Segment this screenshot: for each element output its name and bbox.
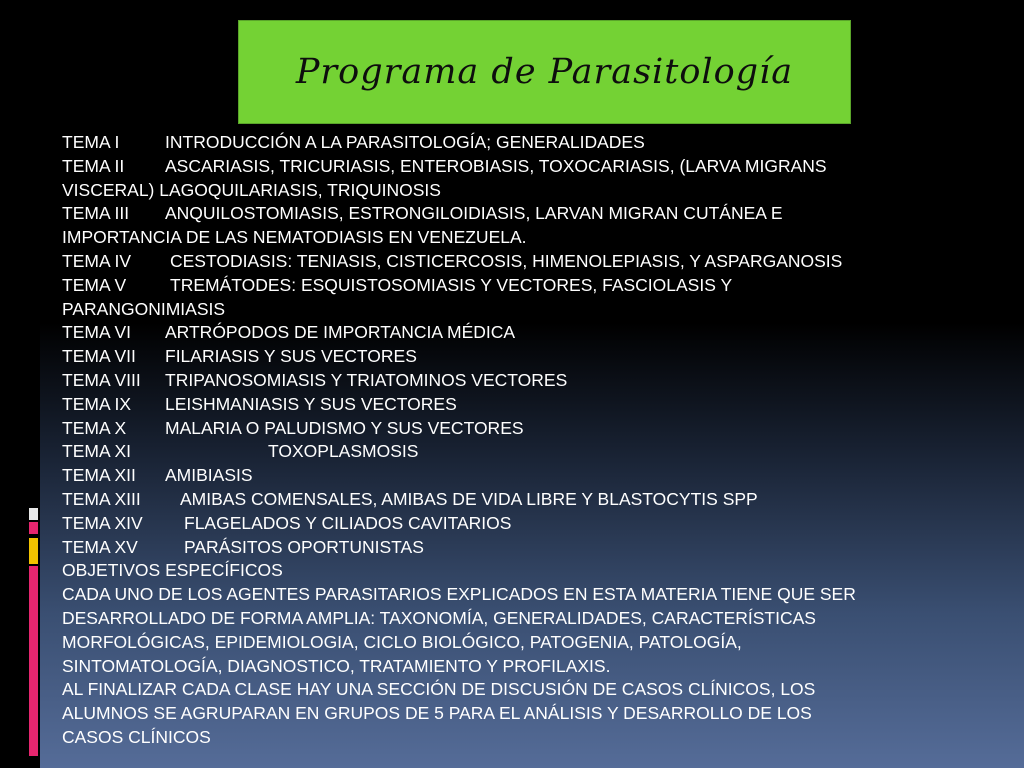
tema-label: TEMA XIV xyxy=(62,512,143,533)
tema-text: TRIPANOSOMIASIS Y TRIATOMINOS VECTORES xyxy=(165,369,568,390)
tema-text: ANQUILOSTOMIASIS, ESTRONGILOIDIASIS, LARVAN MIGRAN CUTÁNEA E xyxy=(165,203,783,224)
tema-label: TEMA VII xyxy=(62,346,136,367)
tema-label: TEMA VI xyxy=(62,322,132,343)
tema-item xyxy=(62,488,982,512)
tema-text-continuation: IMPORTANCIA DE LAS NEMATODIASIS EN VENEZUELA. xyxy=(62,227,527,248)
objetivos-line: ALUMNOS SE AGRUPARAN EN GRUPOS DE 5 PARA EL ANÁLISIS Y DESARROLLO DE LOS xyxy=(62,703,812,724)
objetivos-line: MORFOLÓGICAS, EPIDEMIOLOGIA, CICLO BIOLÓGICO, PATOGENIA, PATOLOGÍA, xyxy=(62,631,742,652)
tema-label: TEMA II xyxy=(62,155,125,176)
tema-text: LEISHMANIASIS Y SUS VECTORES xyxy=(165,393,457,414)
objetivos-line: AL FINALIZAR CADA CLASE HAY UNA SECCIÓN DE DISCUSIÓN DE CASOS CLÍNICOS, LOS xyxy=(62,679,816,700)
tema-item xyxy=(62,155,982,179)
tema-text: AMIBAS COMENSALES, AMIBAS DE VIDA LIBRE Y BLASTOCYTIS SPP xyxy=(180,488,758,509)
objetivos-line: DESARROLLADO DE FORMA AMPLIA: TAXONOMÍA, GENERALIDADES, CARACTERÍSTICAS xyxy=(62,607,816,628)
tema-text: TREMÁTODES: ESQUISTOSOMIASIS Y VECTORES, FASCIOLASIS Y xyxy=(170,274,733,295)
tema-text: PARÁSITOS OPORTUNISTAS xyxy=(184,536,424,557)
decorative-accent-white xyxy=(29,508,38,520)
tema-text: ASCARIASIS, TRICURIASIS, ENTEROBIASIS, TOXOCARIASIS, (LARVA MIGRANS xyxy=(165,155,827,176)
tema-label: TEMA XIII xyxy=(62,488,141,509)
tema-label: TEMA IX xyxy=(62,393,132,414)
tema-label: TEMA V xyxy=(62,274,127,295)
objetivos-heading: OBJETIVOS ESPECÍFICOS xyxy=(62,560,283,581)
tema-label: TEMA XV xyxy=(62,536,138,557)
tema-text: ARTRÓPODOS DE IMPORTANCIA MÉDICA xyxy=(165,322,516,343)
tema-item xyxy=(62,250,982,274)
tema-label: TEMA I xyxy=(62,132,120,152)
tema-label: TEMA X xyxy=(62,417,127,438)
tema-item xyxy=(62,512,982,536)
objetivos-line: SINTOMATOLOGÍA, DIAGNOSTICO, TRATAMIENTO Y PROFILAXIS. xyxy=(62,655,611,676)
tema-item xyxy=(62,202,982,226)
decorative-accent-pink-long xyxy=(29,566,38,756)
tema-text: TOXOPLASMOSIS xyxy=(268,441,419,462)
tema-label: TEMA XI xyxy=(62,441,132,462)
objetivos-line: CADA UNO DE LOS AGENTES PARASITARIOS EXPLICADOS EN ESTA MATERIA TIENE QUE SER xyxy=(62,584,856,605)
tema-item xyxy=(62,345,982,369)
tema-text: AMIBIASIS xyxy=(165,465,253,486)
slide-content xyxy=(62,131,982,750)
tema-item xyxy=(62,321,982,345)
tema-item xyxy=(62,274,982,298)
tema-text-continuation: VISCERAL) LAGOQUILARIASIS, TRIQUINOSIS xyxy=(62,179,441,200)
tema-item xyxy=(62,417,982,441)
tema-item xyxy=(62,464,982,488)
tema-label: TEMA III xyxy=(62,203,130,224)
tema-text: MALARIA O PALUDISMO Y SUS VECTORES xyxy=(165,417,524,438)
decorative-accent-pink xyxy=(29,522,38,534)
tema-item xyxy=(62,131,982,155)
tema-text: FILARIASIS Y SUS VECTORES xyxy=(165,346,417,367)
tema-text: CESTODIASIS: TENIASIS, CISTICERCOSIS, HIMENOLEPIASIS, Y ASPARGANOSIS xyxy=(170,250,843,271)
tema-label: TEMA VIII xyxy=(62,369,141,390)
tema-item xyxy=(62,369,982,393)
slide-title: Programa de Parasitología xyxy=(295,52,794,92)
tema-text: FLAGELADOS Y CILIADOS CAVITARIOS xyxy=(184,512,512,533)
tema-label: TEMA IV xyxy=(62,250,132,271)
tema-item xyxy=(62,536,982,560)
tema-label: TEMA XII xyxy=(62,465,136,486)
decorative-accent-yellow xyxy=(29,538,38,564)
tema-item xyxy=(62,393,982,417)
title-box xyxy=(238,20,851,124)
tema-text: INTRODUCCIÓN A LA PARASITOLOGÍA; GENERALIDADES xyxy=(165,132,645,152)
tema-text-continuation: PARANGONIMIASIS xyxy=(62,298,226,319)
objetivos-line: CASOS CLÍNICOS xyxy=(62,726,211,747)
tema-item xyxy=(62,440,982,464)
